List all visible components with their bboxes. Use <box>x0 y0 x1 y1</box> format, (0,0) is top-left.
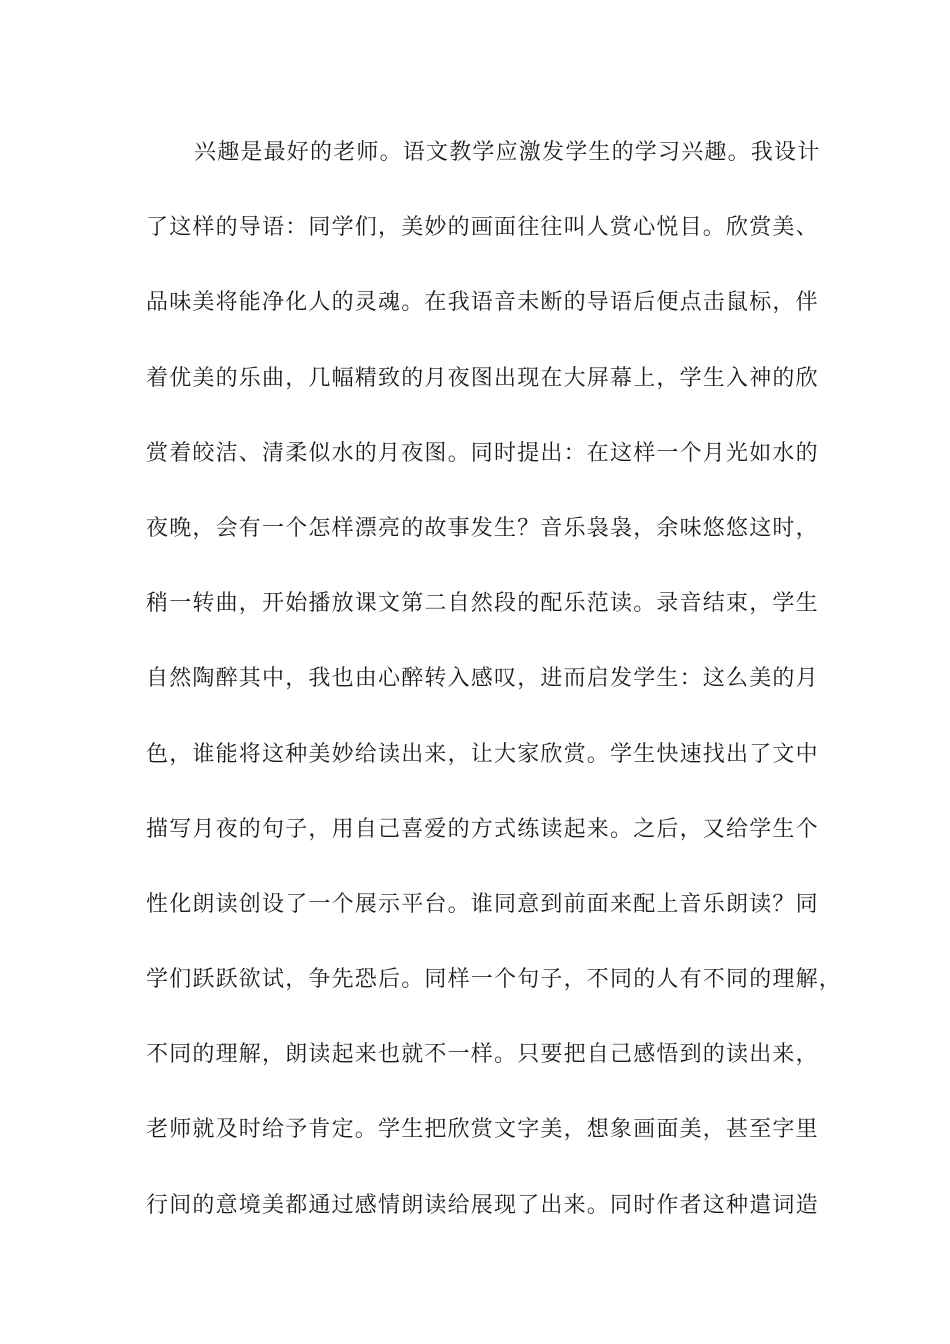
text-line: 行间的意境美都通过感情朗读给展现了出来。同时作者这种遣词造 <box>146 1192 819 1218</box>
text-line: 赏着皎洁、清柔似水的月夜图。同时提出：在这样一个月光如水的 <box>146 440 819 466</box>
text-line: 老师就及时给予肯定。学生把欣赏文字美，想象画面美，甚至字里 <box>146 1117 819 1143</box>
text-line: 品味美将能净化人的灵魂。在我语音未断的导语后便点击鼠标，伴 <box>146 290 819 316</box>
text-line: 稍一转曲，开始播放课文第二自然段的配乐范读。录音结束，学生 <box>146 591 819 617</box>
text-line: 着优美的乐曲，几幅精致的月夜图出现在大屏幕上，学生入神的欣 <box>146 365 819 391</box>
text-line: 不同的理解，朗读起来也就不一样。只要把自己感悟到的读出来， <box>146 1042 819 1068</box>
text-line: 夜晚，会有一个怎样漂亮的故事发生？音乐袅袅，余味悠悠这时， <box>146 515 819 541</box>
text-line: 色，谁能将这种美妙给读出来，让大家欣赏。学生快速找出了文中 <box>146 741 819 767</box>
document-paragraph <box>146 135 843 1263</box>
text-line: 兴趣是最好的老师。语文教学应激发学生的学习兴趣。我设计 <box>194 140 821 165</box>
text-line: 了这样的导语：同学们，美妙的画面往往叫人赏心悦目。欣赏美、 <box>146 215 819 241</box>
text-line: 性化朗读创设了一个展示平台。谁同意到前面来配上音乐朗读？同 <box>146 891 819 917</box>
text-line: 学们跃跃欲试，争先恐后。同样一个句子，不同的人有不同的理解， <box>146 967 843 993</box>
text-line: 描写月夜的句子，用自己喜爱的方式练读起来。之后，又给学生个 <box>146 816 819 842</box>
text-line: 自然陶醉其中，我也由心醉转入感叹，进而启发学生：这么美的月 <box>146 666 819 692</box>
